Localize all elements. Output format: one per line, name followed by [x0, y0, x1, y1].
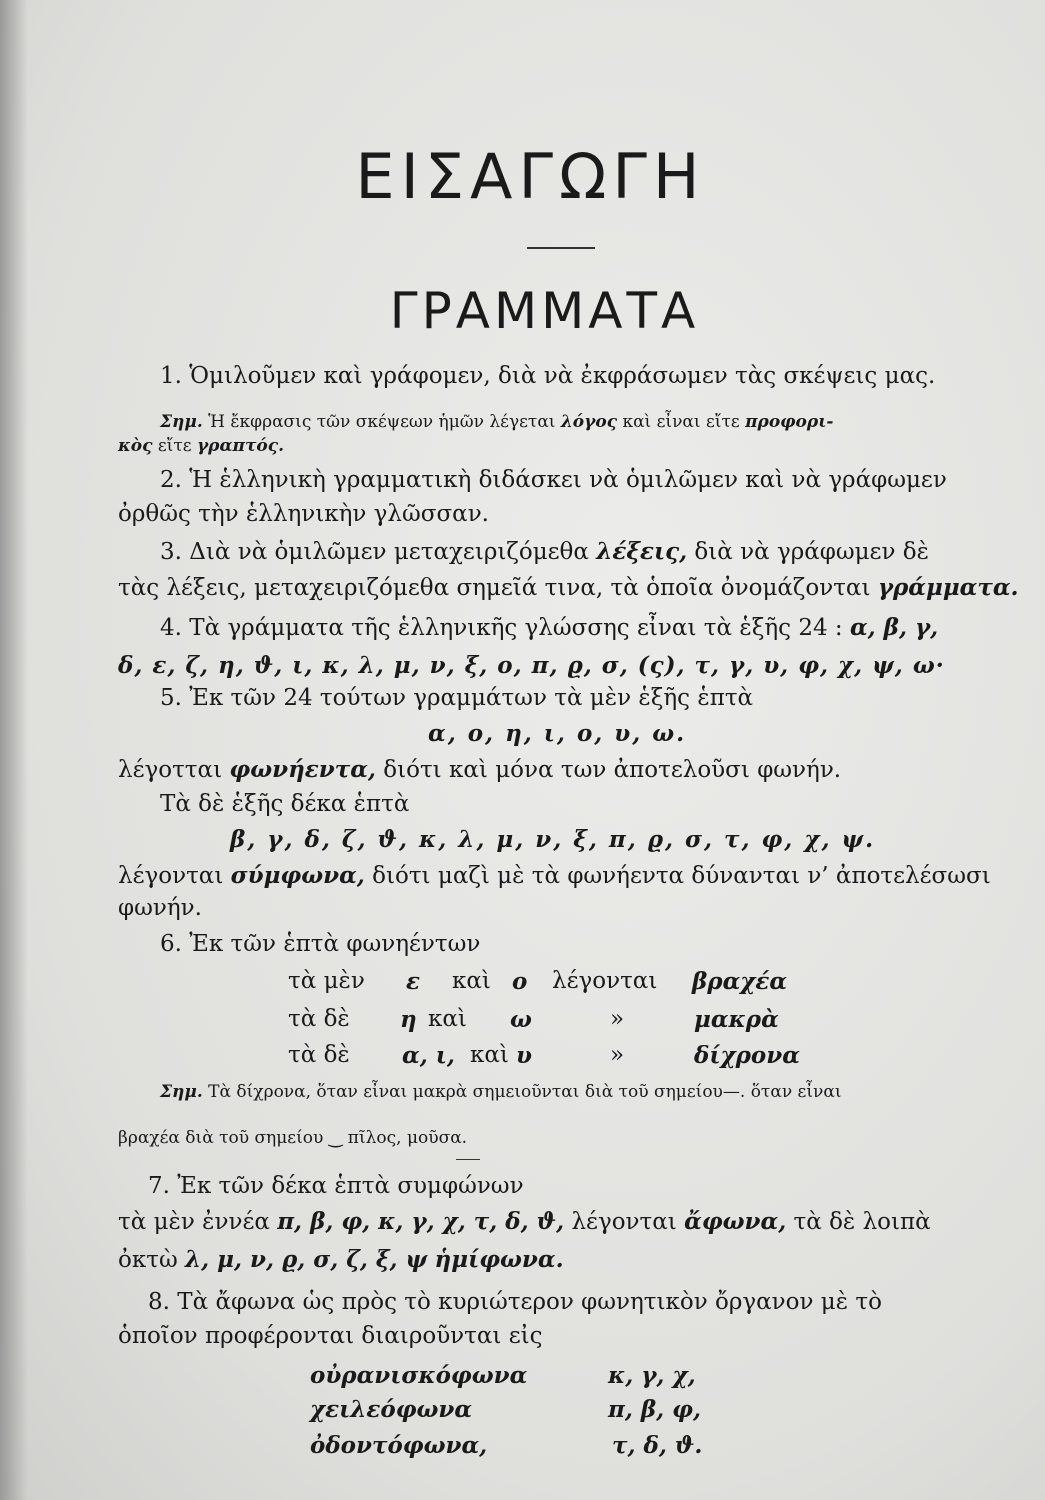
class-letters: π, β, φ, — [608, 1396, 701, 1423]
cell-letter: η — [400, 1006, 417, 1033]
paragraph-2-text-b: ὀρθῶς τὴν ἑλληνικὴν γλῶσσαν. — [118, 501, 489, 527]
cell-letter: υ — [516, 1042, 532, 1069]
term-afona: ἄφωνα, — [684, 1208, 787, 1235]
cell-verb: » — [610, 1042, 625, 1068]
consonant-list — [230, 826, 875, 854]
paragraph-7-line-1 — [148, 1172, 524, 1200]
term-grammata: γράμματα. — [877, 574, 1019, 601]
paragraph-7-line-3 — [118, 1246, 564, 1274]
paragraph-5-line-1 — [160, 684, 753, 712]
vowel-list — [428, 720, 686, 748]
note-1-text-c: καὶ εἶναι εἴτε — [622, 412, 740, 432]
paragraph-7-line-2 — [118, 1208, 931, 1236]
class-letters: κ, γ, χ, — [608, 1362, 696, 1389]
paragraph-1 — [160, 362, 935, 390]
paragraph-4-line-1 — [160, 614, 938, 642]
class-name: ὀδοντόφωνα, — [310, 1432, 488, 1459]
cell-term: μακρὰ — [694, 1006, 779, 1033]
class-letters: τ, δ, ϑ. — [612, 1432, 703, 1459]
paragraph-6-text-a: 6. Ἐκ τῶν ἑπτὰ φωνηέντων — [160, 931, 481, 957]
page-subtitle: ΓΡΑΜΜΑΤΑ — [389, 282, 700, 340]
note-1-text-f: εἴτε — [157, 436, 192, 456]
alphabet-part-2: δ, ε, ζ, η, ϑ, ι, κ, λ, μ, ν, ξ, ο, π, ϱ, σ, (ς), τ, γ, υ, φ, χ, ψ, ω· — [118, 652, 945, 679]
cell-letter: ο — [512, 968, 528, 995]
paragraph-8-line-1 — [148, 1288, 882, 1316]
note-2-line-2 — [118, 1124, 467, 1152]
note-divider — [456, 1159, 480, 1160]
cell-label: τὰ δὲ — [288, 1006, 350, 1032]
note-1-text-a: Ἡ ἔκφρασις τῶν σκέψεων ἡμῶν λέγεται — [208, 412, 556, 432]
cell-term: βραχέα — [692, 968, 788, 995]
cell-label: τὰ μὲν — [288, 968, 365, 994]
vowel-letters: α, ο, η, ι, ο, υ, ω. — [428, 720, 687, 747]
note-label: Σημ. — [160, 412, 203, 432]
term-imifona: ἡμίφωνα. — [434, 1246, 564, 1273]
paragraph-3-text-d: τὰς λέξεις, μεταχειριζόμεθα σημεῖά τινα, τὰ ὁποῖα ὀνομάζονται — [118, 575, 871, 601]
cell-conj: καὶ — [470, 1042, 509, 1068]
cell-term: δίχρονα — [694, 1042, 800, 1069]
paragraph-5-text-j: διότι μαζὶ μὲ τὰ φωνήεντα δύνανται ν’ ἀποτελέσωσι — [372, 863, 991, 889]
paragraph-5-text-f: Τὰ δὲ ἑξῆς δέκα ἑπτὰ — [160, 791, 410, 817]
cell-conj: καὶ — [452, 968, 491, 994]
cell-verb: λέγονται — [552, 968, 658, 994]
cell-verb: » — [610, 1006, 625, 1032]
term-fonienta: φωνήεντα, — [229, 756, 376, 783]
paragraph-3-text-c: διὰ νὰ γράφωμεν δὲ — [694, 539, 929, 565]
paragraph-5-text-a: 5. Ἐκ τῶν 24 τούτων γραμμάτων τὰ μὲν ἑξῆς ἑπτὰ — [160, 685, 754, 711]
note-1-term-graptos: γραπτός. — [196, 436, 285, 456]
note-1-term-proforikos: προφορι- — [745, 412, 834, 432]
paragraph-7-text-f: τὰ δὲ λοιπὰ — [793, 1209, 931, 1235]
note-1-line-2 — [118, 432, 284, 460]
note-2-text-a: Τὰ δίχρονα, ὅταν εἶναι μακρὰ σημειοῦνται διὰ τοῦ σημείου—. ὅταν εἶναι — [208, 1082, 842, 1102]
class-name: οὐρανισκόφωνα — [310, 1362, 528, 1389]
note-1-term-logos: λόγος — [560, 412, 618, 432]
alphabet-part-1: α, β, γ, — [849, 614, 939, 641]
cell-letter: ε — [406, 968, 420, 995]
page-title: ΕΙΣΑΓΩΓΗ — [355, 140, 706, 213]
paragraph-1-text: 1. Ὁμιλοῦμεν καὶ γράφομεν, διὰ νὰ ἐκφράσωμεν τὰς σκέψεις μας. — [160, 363, 936, 389]
note-2-line-1 — [160, 1078, 842, 1106]
paragraph-5-text-c: λέγοτται — [118, 757, 223, 783]
imifona-letters: λ, μ, ν, ϱ, σ, ζ, ξ, ψ — [185, 1246, 428, 1273]
paragraph-5-line-4 — [160, 790, 409, 818]
afona-letters: π, β, φ, κ, γ, χ, τ, δ, ϑ, — [277, 1208, 565, 1235]
note-1-term-kos: κὸς — [118, 436, 153, 456]
cell-conj: καὶ — [428, 1006, 467, 1032]
paragraph-4-line-2 — [118, 652, 945, 680]
title-divider — [527, 247, 595, 249]
class-name: χειλεόφωνα — [310, 1396, 473, 1423]
page-edge-shadow — [0, 0, 28, 1500]
paragraph-7-text-g: ὀκτὼ — [118, 1247, 178, 1273]
paragraph-2-line-1 — [160, 466, 947, 494]
paragraph-7-text-a: 7. Ἐκ τῶν δέκα ἑπτὰ συμφώνων — [148, 1173, 524, 1199]
paragraph-8-text-b: ὁποῖον προφέρονται διαιροῦνται εἰς — [118, 1323, 543, 1349]
cell-letter: ω — [510, 1006, 532, 1033]
paragraph-6-line-1 — [160, 930, 480, 958]
note-2-text-b: βραχέα διὰ τοῦ σημείου ‿ πῖλος, μοῦσα. — [118, 1128, 468, 1148]
paragraph-7-text-d: λέγονται — [571, 1209, 677, 1235]
paragraph-7-text-b: τὰ μὲν ἐννέα — [118, 1209, 270, 1235]
paragraph-3-line-1 — [160, 538, 929, 566]
cell-letter: α, ι, — [402, 1042, 455, 1069]
term-lexeis: λέξεις, — [596, 538, 688, 565]
paragraph-5-line-6 — [118, 862, 991, 890]
term-symfona: σύμφωνα, — [230, 862, 365, 889]
paragraph-5-line-7 — [118, 894, 202, 922]
paragraph-2-text-a: 2. Ἡ ἑλληνικὴ γραμματικὴ διδάσκει νὰ ὁμιλῶμεν καὶ νὰ γράφωμεν — [160, 467, 947, 493]
paragraph-3-line-2 — [118, 574, 1019, 602]
consonant-letters: β, γ, δ, ζ, ϑ, κ, λ, μ, ν, ξ, π, ϱ, σ, τ, φ, χ, ψ. — [230, 826, 876, 853]
paragraph-8-line-2 — [118, 1322, 543, 1350]
cell-label: τὰ δὲ — [288, 1042, 350, 1068]
paragraph-5-text-k: φωνήν. — [118, 895, 202, 921]
paragraph-8-text-a: 8. Τὰ ἄφωνα ὡς πρὸς τὸ κυριώτερον φωνητικὸν ὄργανον μὲ τὸ — [148, 1289, 882, 1315]
paragraph-4-text-a: 4. Τὰ γράμματα τῆς ἑλληνικῆς γλώσσης εἶναι τὰ ἑξῆς 24 : — [160, 615, 843, 641]
paragraph-2-line-2 — [118, 500, 489, 528]
note-label: Σημ. — [160, 1082, 203, 1102]
paragraph-3-text-a: 3. Διὰ νὰ ὁμιλῶμεν μεταχειριζόμεθα — [160, 539, 589, 565]
paragraph-5-text-e: διότι καὶ μόνα των ἀποτελοῦσι φωνήν. — [383, 757, 842, 783]
paragraph-5-text-h: λέγονται — [118, 863, 224, 889]
paragraph-5-line-3 — [118, 756, 841, 784]
